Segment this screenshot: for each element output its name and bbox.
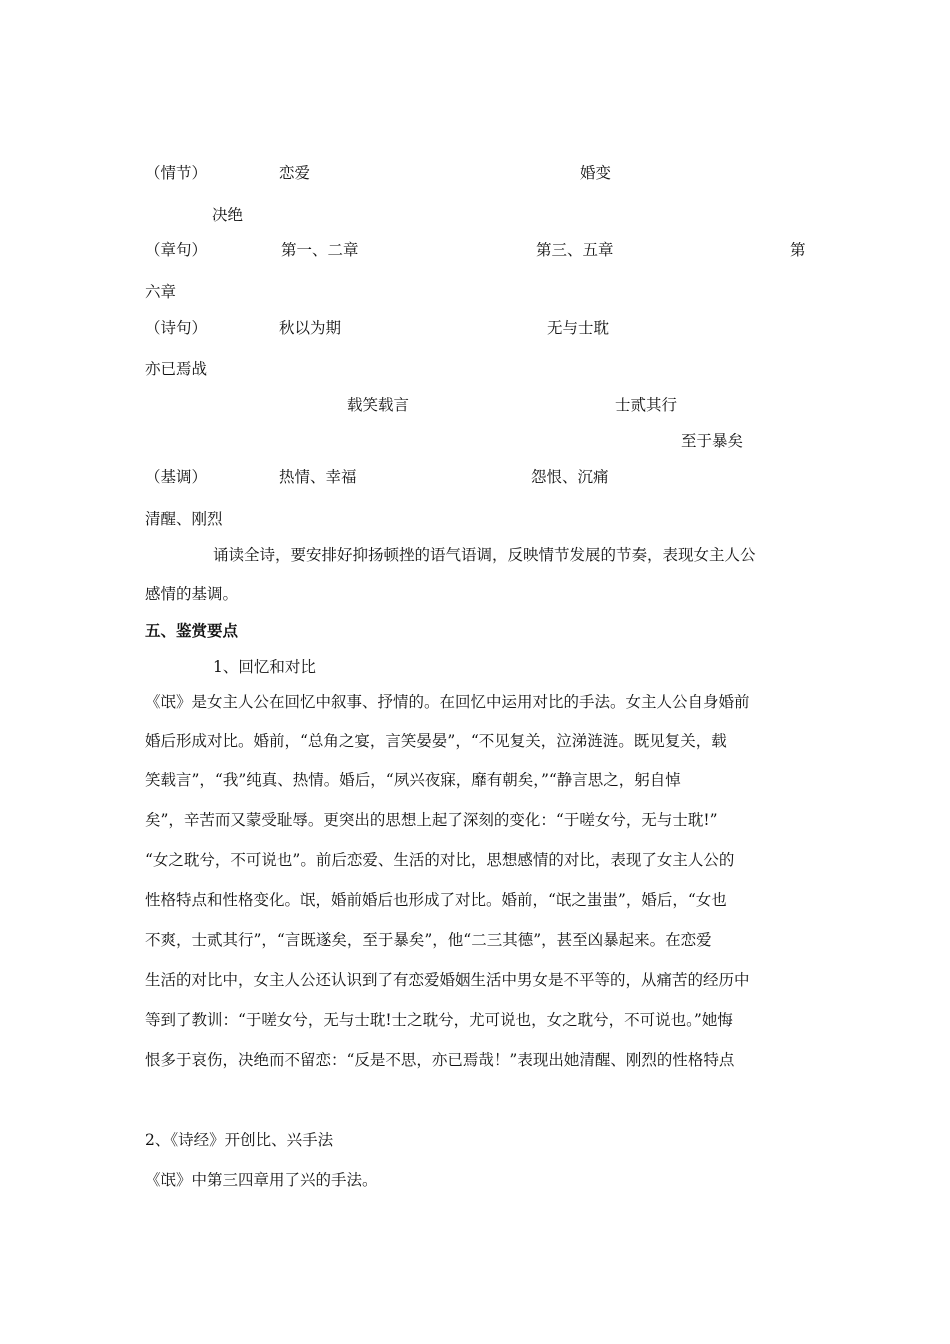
row-verse-col1: 秋以为期	[279, 319, 342, 337]
recite-line-1: 诵读全诗，要安排好抑扬顿挫的语气语调，反映情节发展的节奏，表现女主人公	[213, 546, 756, 564]
subheading-1: 1、回忆和对比	[213, 658, 316, 676]
paragraph-line: 性格特点和性格变化。氓，婚前婚后也形成了对比。婚前，“氓之蚩蚩”，婚后，“女也	[145, 891, 727, 909]
paragraph-line: “女之耽兮，不可说也”。前后恋爱、生活的对比，思想感情的对比，表现了女主人公的	[145, 851, 735, 869]
row-plot-col3: 决绝	[212, 206, 244, 224]
paragraph-line: 生活的对比中，女主人公还认识到了有恋爱婚姻生活中男女是不平等的，从痛苦的经历中	[145, 971, 750, 989]
paragraph-line: 不爽，士贰其行”，“言既遂矣，至于暴矣”，他“二三其德”，甚至凶暴起来。在恋爱	[145, 931, 712, 949]
row-verse-col2: 无与士耽	[547, 319, 610, 337]
paragraph-line: 等到了教训：“于嗟女兮，无与士耽!士之耽兮，尤可说也，女之耽兮，不可说也。”她悔	[145, 1011, 733, 1029]
row-tone-col1: 热情、幸福	[279, 468, 357, 486]
row-chapter-label: （章句）	[145, 241, 208, 259]
row-verse-label: （诗句）	[145, 319, 208, 337]
row-chapter-col3-b: 六章	[145, 283, 177, 301]
section-heading: 五、鉴赏要点	[145, 621, 239, 640]
row-plot-col1: 恋爱	[279, 164, 311, 182]
row-verse-col3: 亦已焉战	[145, 360, 208, 378]
recite-line-2: 感情的基调。	[145, 585, 239, 603]
paragraph-line: 婚后形成对比。婚前，“总角之宴，言笑晏晏”，“不见复关，泣涕涟涟。既见复关，载	[145, 732, 727, 750]
paragraph-line: 《氓》是女主人公在回忆中叙事、抒情的。在回忆中运用对比的手法。女主人公自身婚前	[145, 693, 750, 711]
paragraph-line: 笑载言”，“我”纯真、热情。婚后，“夙兴夜寐，靡有朝矣，”“静言思之，躬自悼	[145, 771, 681, 789]
paragraph-line: 恨多于哀伤，决绝而不留恋：“反是不思，亦已焉哉！”表现出她清醒、刚烈的性格特点	[145, 1051, 735, 1069]
row-tone-col3: 清醒、刚烈	[145, 510, 223, 528]
row-plot-col2: 婚变	[580, 164, 612, 182]
subheading-2: 2、《诗经》开创比、兴手法	[145, 1131, 334, 1149]
row-verse-col1-b: 载笑载言	[347, 396, 410, 414]
row-chapter-col2: 第三、五章	[536, 241, 614, 259]
row-tone-label: （基调）	[145, 468, 208, 486]
row-tone-col2: 怨恨、沉痛	[531, 468, 609, 486]
row-chapter-col1: 第一、二章	[281, 241, 359, 259]
row-verse-col2-c: 至于暴矣	[681, 432, 744, 450]
row-plot-label: （情节）	[145, 164, 208, 182]
paragraph-line: 矣”，辛苦而又蒙受耻辱。更突出的思想上起了深刻的变化：“于嗟女兮，无与士耽!”	[145, 811, 718, 829]
paragraph-2: 《氓》中第三四章用了兴的手法。	[145, 1171, 378, 1189]
row-verse-col2-b: 士贰其行	[615, 396, 678, 414]
row-chapter-col3-a: 第	[790, 241, 806, 259]
